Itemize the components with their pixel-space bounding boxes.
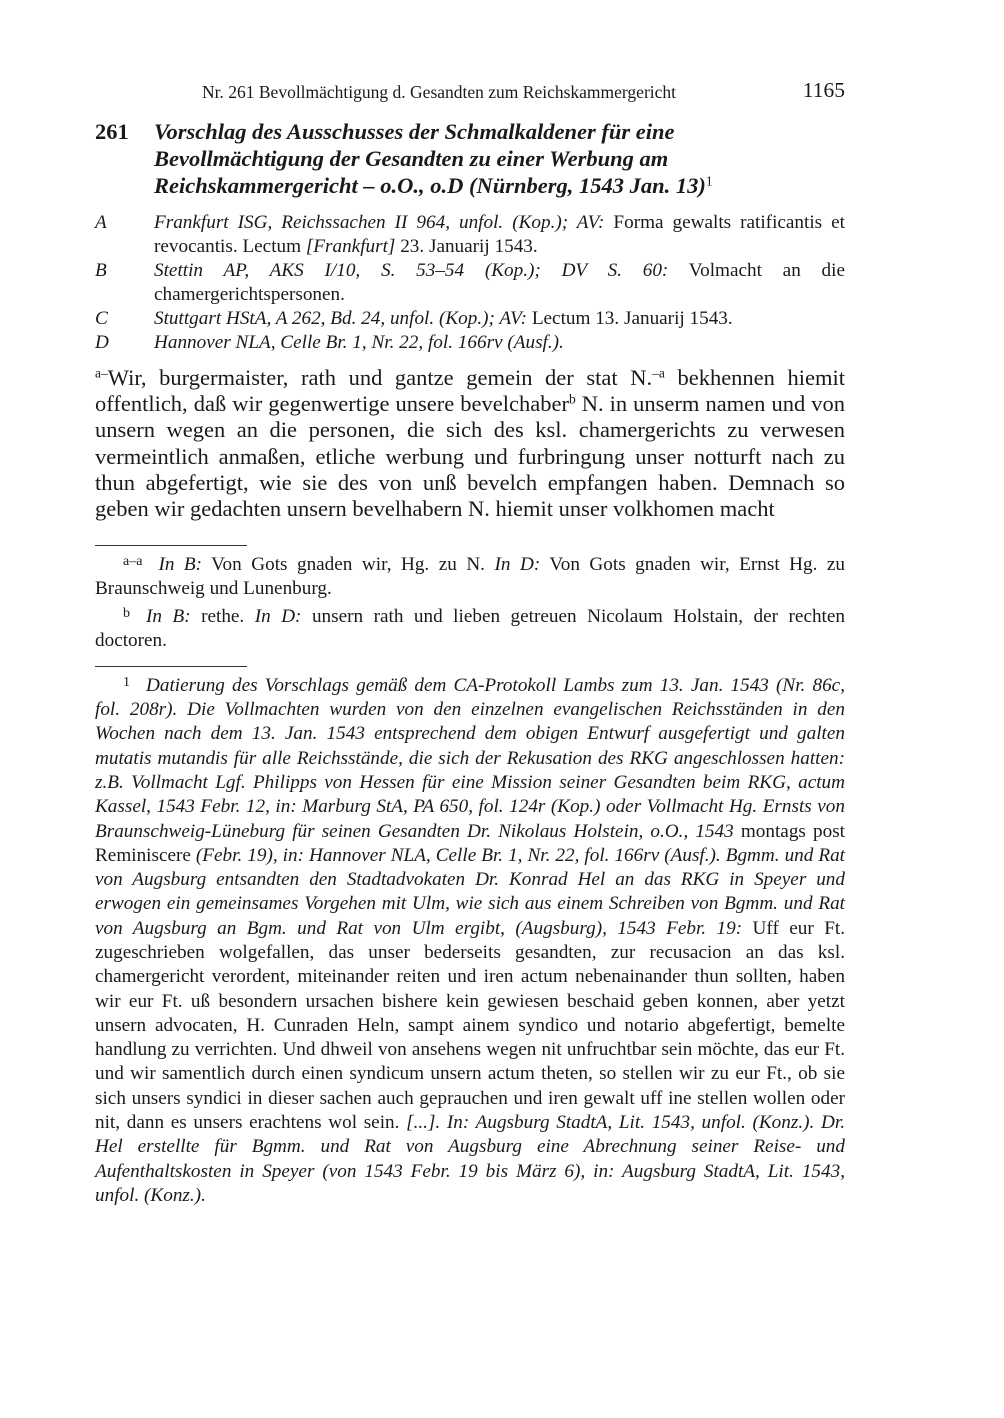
apparatus-note-mark: a–a: [123, 553, 143, 569]
apparatus-mark: –a: [652, 365, 665, 381]
apparatus-mark: a–: [95, 365, 108, 381]
running-title: Nr. 261 Bevollmächtigung d. Gesandten zum Reichskammergericht: [202, 82, 677, 102]
page-number: 1165: [802, 78, 845, 102]
source-description: Stuttgart HStA, A 262, Bd. 24, unfol. (Kop.); AV: Lectum 13. Januarij 1543.: [154, 308, 733, 329]
source-siglum: B: [95, 260, 107, 281]
footnote-ref: 1: [705, 173, 713, 189]
source-siglum: D: [95, 332, 109, 353]
source-description: Hannover NLA, Celle Br. 1, Nr. 22, fol. 166rv (Ausf.).: [154, 332, 564, 353]
source-siglum: C: [95, 308, 108, 329]
apparatus-note: a–a In B: Von Gots gnaden wir, Hg. zu N. In D: Von Gots gnaden wir, Ernst Hg. zu Braunschweig und Lunenburg.: [95, 550, 845, 602]
footnote: 1 Datierung des Vorschlags gemäß dem CA-Protokoll Lambs zum 13. Jan. 1543 (Nr. 86c, fol. 208r). Die Vollmachten wurden von den einzelnen evangelischen Reichsständen in den Wochen nach dem 13. Jan. 1543 entsprechend dem obigen Entwurf ausgefertigt und galten mutatis mutandis für alle Reichsstände, die sich der Rekusation des RKG angeschlossen hatten: z.B. Vollmacht Lgf. Philipps von Hessen für eine Mission seiner Gesandten beim RKG, actum Kassel, 1543 Febr. 12, in: Marburg StA, PA 650, fol. 124r (Kop.) oder Vollmacht Hg. Ernsts von Braunschweig-Lüneburg für seinen Gesandten Dr. Nikolaus Holstein, o.O., 1543 montags post Reminiscere (Febr. 19), in: Hannover NLA, Celle Br. 1, Nr. 22, fol. 166rv (Ausf.). Bgmm. und Rat von Augsburg entsandten den Stadtadvokaten Dr. Konrad Hel an das RKG in Speyer und erwogen ein gemeinsames Vorgehen mit Ulm, wie sich aus einem Schreiben von Bgmm. und Rat von Augsburg an Bgm. und Rat von Ulm ergibt, (Augsburg), 1543 Febr. 19: Uff eur Ft. zugeschrieben wolgefallen, das unser bederseits gesandten, zur recusacion an das ksl. chamergericht verordent, miteinander reiten und iren actum nebenainander thun sollten, haben wir eur Ft. uß besondern ursachen bishere kein gewiesen beschaid geben konnen, aber yetzt unsern advocaten, H. Cunraden Heln, sampt ainem syndico und notario abgefertigt, bemelte handlung zu verrichten. Und dhweil von ansehens wegen nit unfruchtbar sein möchte, das eur Ft. und wir samentlich durch einen syndicum unsern actum theten, so stellen wir zu eur Ft., ob sie sich unsers syndici in dieser sachen auch geprauchen und iren gewalt uff ine stellen wollen oder nit, dann es unsers erachtens wol sein. [...]. In: Augsburg StadtA, Lit. 1543, unfol. (Konz.). Dr. Hel erstellte für Bgmm. und Rat von Augsburg eine Abrechnung seiner Reise- und Aufenthaltskosten in Speyer (von 1543 Febr. 19 bis März 6), in: Augsburg StadtA, Lit. 1543, unfol. (Konz.).: [95, 671, 845, 1209]
apparatus-note-mark: b: [123, 605, 130, 621]
source-item: [95, 307, 845, 331]
apparatus-note: b In B: rethe. In D: unsern rath und lieben getreuen Nicolaum Holstain, der rechten doctoren.: [95, 602, 845, 654]
apparatus-mark: b: [568, 391, 576, 407]
source-item: [95, 331, 845, 355]
commentary-footnotes: [95, 666, 845, 1209]
source-description: Stettin AP, AKS I/10, S. 53–54 (Kop.); DV S. 60: Volmacht an die chamergerichtspersonen.: [154, 260, 845, 305]
entry-heading: [95, 118, 845, 199]
footnote-rule: [95, 545, 247, 546]
running-header: [95, 78, 845, 106]
source-item: [95, 259, 845, 307]
footnote-mark: 1: [123, 674, 130, 690]
footnote-rule: [95, 666, 247, 667]
source-description: Frankfurt ISG, Reichssachen II 964, unfol. (Kop.); AV: Forma gewalts ratificantis et revocantis. Lectum [Frankfurt] 23. Januarij 1543.: [154, 212, 845, 257]
main-text: $^{a-}$Wir, burgermaister, rath und gantze gemein der stat N.$^{-a}$ bekhennen hiemit offentlich, daß wir gegenwertige unsere bevelchaber$^b$ N. in unserm namen und von unsern wegen an die personen, die sich des ksl. chamergerichts zu verwesen vermeintlich anmaßen, etliche werbung und furbringung unser notturft nach zu thun abgefertigt, wie sie des von unß bevelch empfangen haben. Demnach so geben wir gedachten unsern bevelhabern N. hiemit unser volkhomen macht: [95, 365, 846, 522]
document-page: [95, 78, 845, 1208]
entry-title: Vorschlag des Ausschusses der Schmalkaldener für eine Bevollmächtigung der Gesandten zu einer Werbung am Reichskammergericht – o.O., o.D (Nürnberg, 1543 Jan. 13)$^1$: [154, 119, 713, 198]
text-apparatus: [95, 545, 845, 654]
source-list: [95, 211, 845, 355]
source-siglum: A: [95, 212, 107, 233]
entry-number: 261: [95, 119, 129, 144]
source-item: [95, 211, 845, 259]
